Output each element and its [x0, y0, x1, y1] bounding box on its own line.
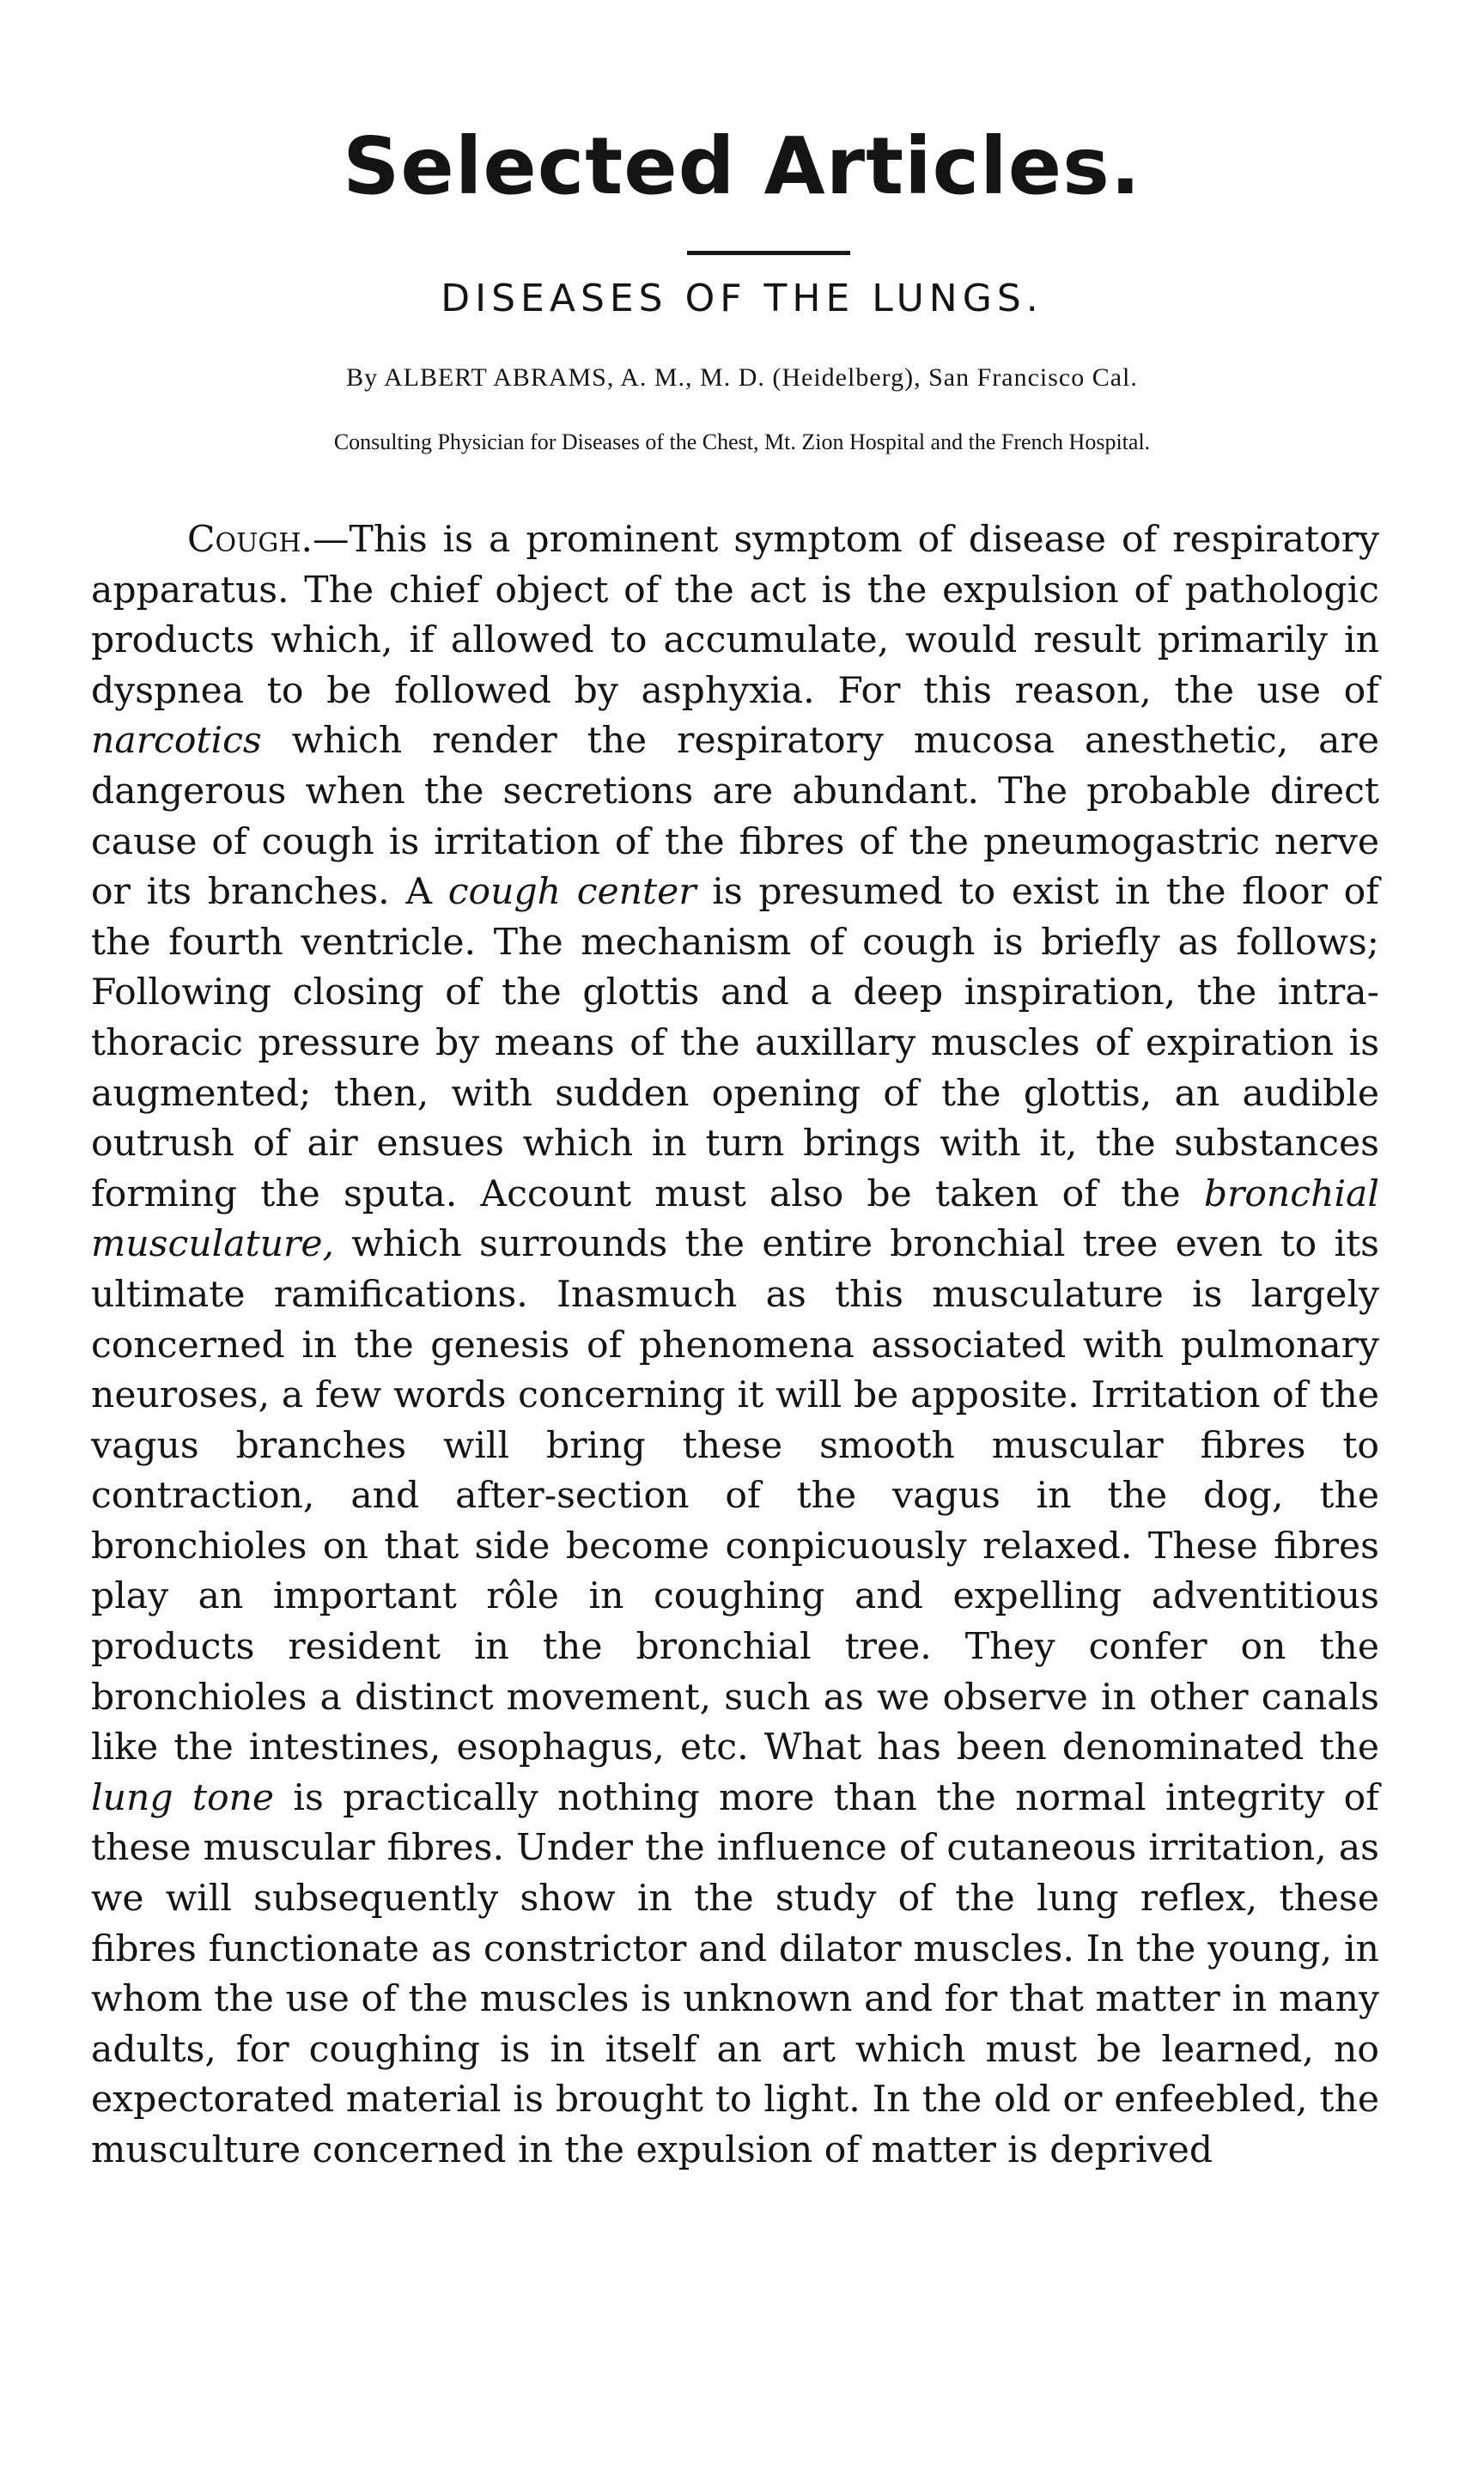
- author-affiliation: Consulting Physician for Diseases of the Chest, Mt. Zion Hospital and the French Hospital.: [333, 429, 1151, 454]
- body-text-segment: which render the respiratory mucosa anesthetic, are dangerous when the secretions are abundant. The probable direct cause of cough is irritation of the fibres of the pneumogastric nerve or its branches. A: [91, 720, 1379, 914]
- emphasis-narcotics: narcotics: [91, 720, 262, 763]
- body-text-segment: —This is a prominent symptom of disease of respiratory apparatus. The chief object of the act is the expulsion of pathologic products which, if allowed to accumulate, would result primarily in dyspnea to be followed by asphyxia. For this reason, the use of: [91, 519, 1379, 712]
- body-text-segment: is practically nothing more than the normal integrity of these muscular fibres. Under the influence of cutaneous irritation, as we will subsequently show in the study of the lung reflex, these fibres functionate as constrictor and dilator muscles. In the young, in whom the use of the muscles is unknown and for that matter in many adults, for coughing is in itself an art which must be learned, no expectorated material is brought to light. In the old or enfeebled, the musculture concerned in the expulsion of matter is deprived: [91, 1776, 1379, 2171]
- emphasis-lung-tone: lung tone: [91, 1776, 275, 1819]
- emphasis-bronchial-musculature: bronchial musculature,: [91, 1172, 1379, 1266]
- emphasis-cough-center: cough center: [447, 871, 696, 914]
- article-body: [91, 515, 1379, 2177]
- body-text-segment: is presumed to exist in the floor of the fourth ventricle. The mechanism of cough is briefly as follows; Following closing of the glottis and a deep inspiration, the intra-thoracic pressure by means of the auxillary muscles of expiration is augmented; then, with sudden opening of the glottis, an audible outrush of air ensues which in turn brings with it, the substances forming the sputa. Account must also be taken of the: [91, 871, 1379, 1215]
- article-title: DISEASES OF THE LUNGS.: [441, 277, 1043, 320]
- body-text-segment: which surrounds the entire bronchial tree even to its ultimate ramifications. Inasmuch as this musculature is largely concerned in the genesis of phenomena associated with pulmonary neuroses, a few words concerning it will be apposite. Irritation of the vagus branches will bring these smooth muscular fibres to contraction, and after-section of the vagus in the dog, the bronchioles on that side become conpicuously relaxed. These fibres play an important rôle in coughing and expelling adventitious products resident in the bronchial tree. They confer on the bronchioles a distinct movement, such as we observe in other canals like the intestines, esophagus, etc. What has been denominated the: [91, 1223, 1379, 1769]
- lead-word: Cough.: [187, 519, 313, 561]
- author-byline: By ALBERT ABRAMS, A. M., M. D. (Heidelberg), San Francisco Cal.: [346, 363, 1138, 392]
- title-divider: [687, 251, 850, 255]
- section-title: Selected Articles.: [343, 120, 1141, 212]
